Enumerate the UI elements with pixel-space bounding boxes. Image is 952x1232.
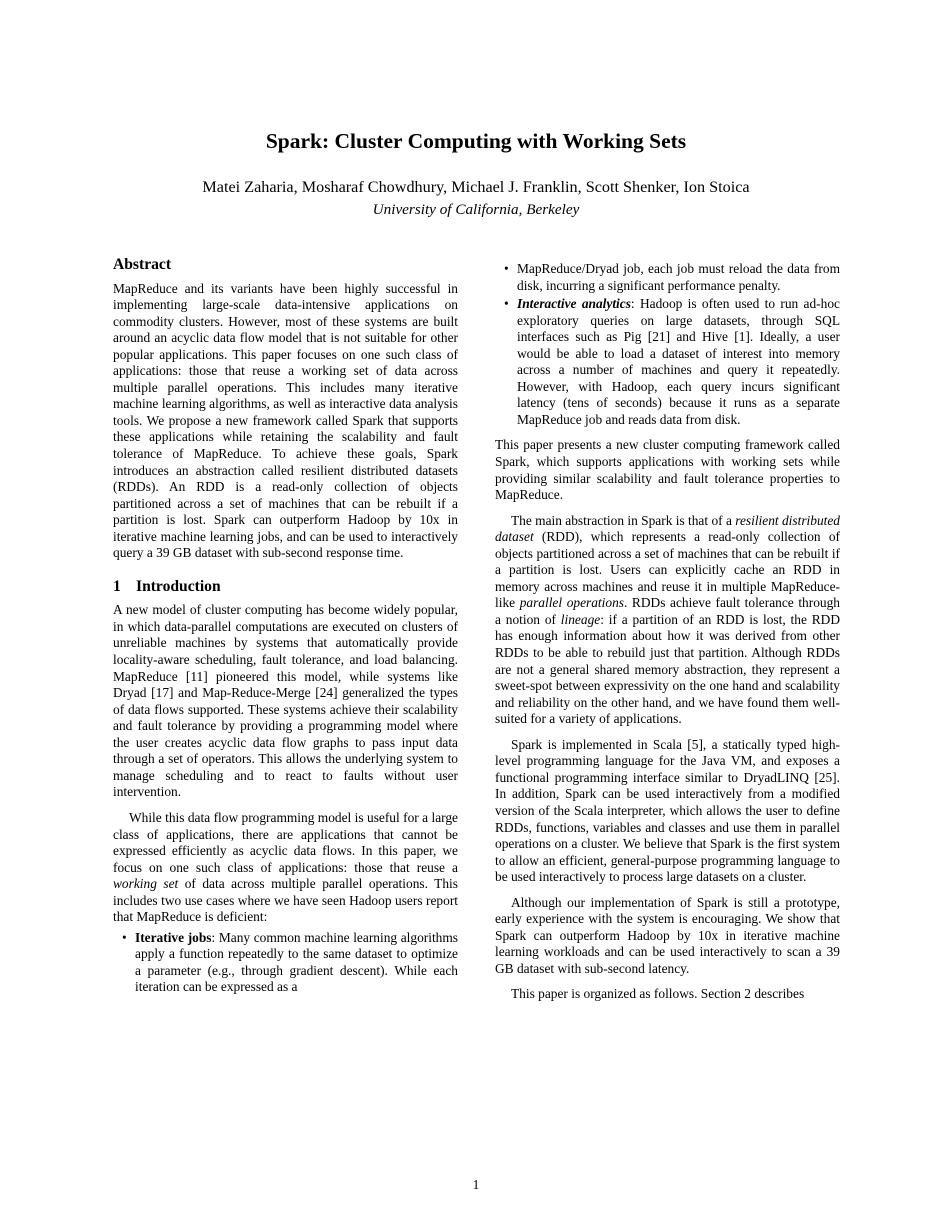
page-title: Spark: Cluster Computing with Working Sets	[265, 129, 687, 153]
rp2-part-c: . RDDs achieve fault tolerance through a notion of	[495, 595, 840, 627]
rp2-emphasis-2: parallel operations	[519, 595, 624, 611]
rp2-emphasis-3: lineage	[560, 611, 601, 627]
right-paragraph-5: This paper is organized as follows. Section 2 describes	[511, 986, 805, 1002]
rp2-part-b: (RDD), which represents a read-only collection of objects partitioned across a set of machines that can be rebuilt if a partition is lost. Users can explicitly cache an RDD in memory across machines and reuse it in multiple MapReduce-like	[495, 529, 840, 611]
bullet-text-iterative-jobs-continued: • MapReduce/Dryad job, each job must reload the data from disk, incurring a significant performance penalty.	[517, 261, 840, 293]
right-paragraph-2	[495, 513, 840, 728]
right-paragraph-1: This paper presents a new cluster computing framework called Spark, which supports applications with working sets while providing similar scalability and fault tolerance properties to MapReduce.	[495, 437, 840, 503]
section-title: Introduction	[136, 577, 221, 595]
right-column	[495, 257, 840, 1162]
list-item-continuation	[517, 261, 840, 294]
rp2-part-a: The main abstraction in Spark is that of a	[511, 512, 736, 528]
intro-paragraph-2	[113, 810, 458, 926]
abstract-heading: Abstract	[113, 256, 172, 273]
page-number: 1	[472, 1177, 480, 1192]
list-item	[517, 296, 840, 428]
list-item	[135, 930, 458, 996]
affiliation: University of California, Berkeley	[372, 201, 580, 218]
bullet-label-interactive-analytics: Interactive analytics	[517, 296, 631, 312]
body-columns	[113, 257, 840, 1162]
intro-p2-emphasis: working set	[113, 876, 179, 892]
use-case-list-left	[113, 930, 458, 996]
author-list: Matei Zaharia, Mosharaf Chowdhury, Michael J. Franklin, Scott Shenker, Ion Stoica	[202, 178, 750, 196]
bullet-text-interactive-analytics: : Hadoop is often used to run ad-hoc exploratory queries on large datasets, through SQL interfaces such as Pig [21] and Hive [1]. Ideally, a user would be able to load a dataset of interest into memory across a number of machines and query it repeatedly. However, with Hadoop, each query incurs significant latency (tens of seconds) because it runs as a separate MapReduce job and reads data from disk.	[517, 296, 840, 427]
bullet-label-iterative-jobs: Iterative jobs	[135, 929, 212, 945]
bullet-text-iterative-jobs: : Many common machine learning algorithms apply a function repeatedly to the same dataset to optimize a parameter (e.g., through gradient descent). While each iteration can be expressed as a	[135, 929, 458, 995]
use-case-list-right	[495, 261, 840, 428]
right-paragraph-3: Spark is implemented in Scala [5], a statically typed high-level programming language for the Java VM, and exposes a functional programming interface similar to DryadLINQ [25]. In addition, Spark can be used interactively from a modified version of the Scala interpreter, which allows the user to define RDDs, functions, variables and classes and use them in parallel operations on a cluster. We believe that Spark is the first system to allow an efficient, general-purpose programming language to be used interactively to process large datasets on a cluster.	[495, 736, 840, 885]
section-number: 1	[113, 577, 121, 595]
intro-p2-part1: While this data flow programming model is useful for a large class of applications, there are applications that cannot be expressed efficiently as acyclic data flows. In this paper, we focus on one such class of applications: those that reuse a	[113, 809, 458, 875]
abstract-text: MapReduce and its variants have been highly successful in implementing large-scale data-intensive applications on commodity clusters. However, most of these systems are built around an acyclic data flow model that is not suitable for other popular applications. This paper focuses on one such class of applications: those that reuse a working set of data across multiple parallel operations. This includes many iterative machine learning algorithms, as well as interactive data analysis tools. We propose a new framework called Spark that supports these applications while retaining the scalability and fault tolerance of MapReduce. To achieve these goals, Spark introduces an abstraction called resilient distributed datasets (RDDs). An RDD is a read-only collection of objects partitioned across a set of machines that can be rebuilt if a partition is lost. Spark can outperform Hadoop by 10x in iterative machine learning jobs, and can be used to interactively query a 39 GB dataset with sub-second response time.	[113, 280, 458, 561]
intro-paragraph-1: A new model of cluster computing has become widely popular, in which data-parallel computations are executed on clusters of unreliable machines by systems that automatically provide locality-aware scheduling, fault tolerance, and load balancing. MapReduce [11] pioneered this model, while systems like Dryad [17] and Map-Reduce-Merge [24] generalized the types of data flows supported. These systems achieve their scalability and fault tolerance by providing a programming model where the user creates acyclic data flow graphs to pass input data through a set of operators. This allows the underlying system to manage scheduling and to react to faults without user intervention.	[113, 602, 458, 800]
intro-p2-part2: of data across multiple parallel operations. This includes two use cases where we have seen Hadoop users report that MapReduce is deficient:	[113, 876, 458, 925]
rp2-emphasis-1: resilient distributed dataset	[495, 512, 840, 545]
right-paragraph-4: Although our implementation of Spark is still a prototype, early experience with the system is encouraging. We show that Spark can outperform Hadoop by 10x in iterative machine learning workloads and can be used interactively to scan a 39 GB dataset with sub-second latency.	[495, 894, 840, 976]
left-column	[113, 257, 458, 1162]
section-heading-introduction	[113, 579, 458, 596]
rp2-part-d: : if a partition of an RDD is lost, the RDD has enough information about how it was derived from other RDDs to be able to rebuild just that partition. Although RDDs are not a general shared memory abstraction, they represent a sweet-spot between expressivity on the one hand and scalability and reliability on the other hand, and we have found them well-suited for a variety of applications.	[495, 611, 840, 727]
